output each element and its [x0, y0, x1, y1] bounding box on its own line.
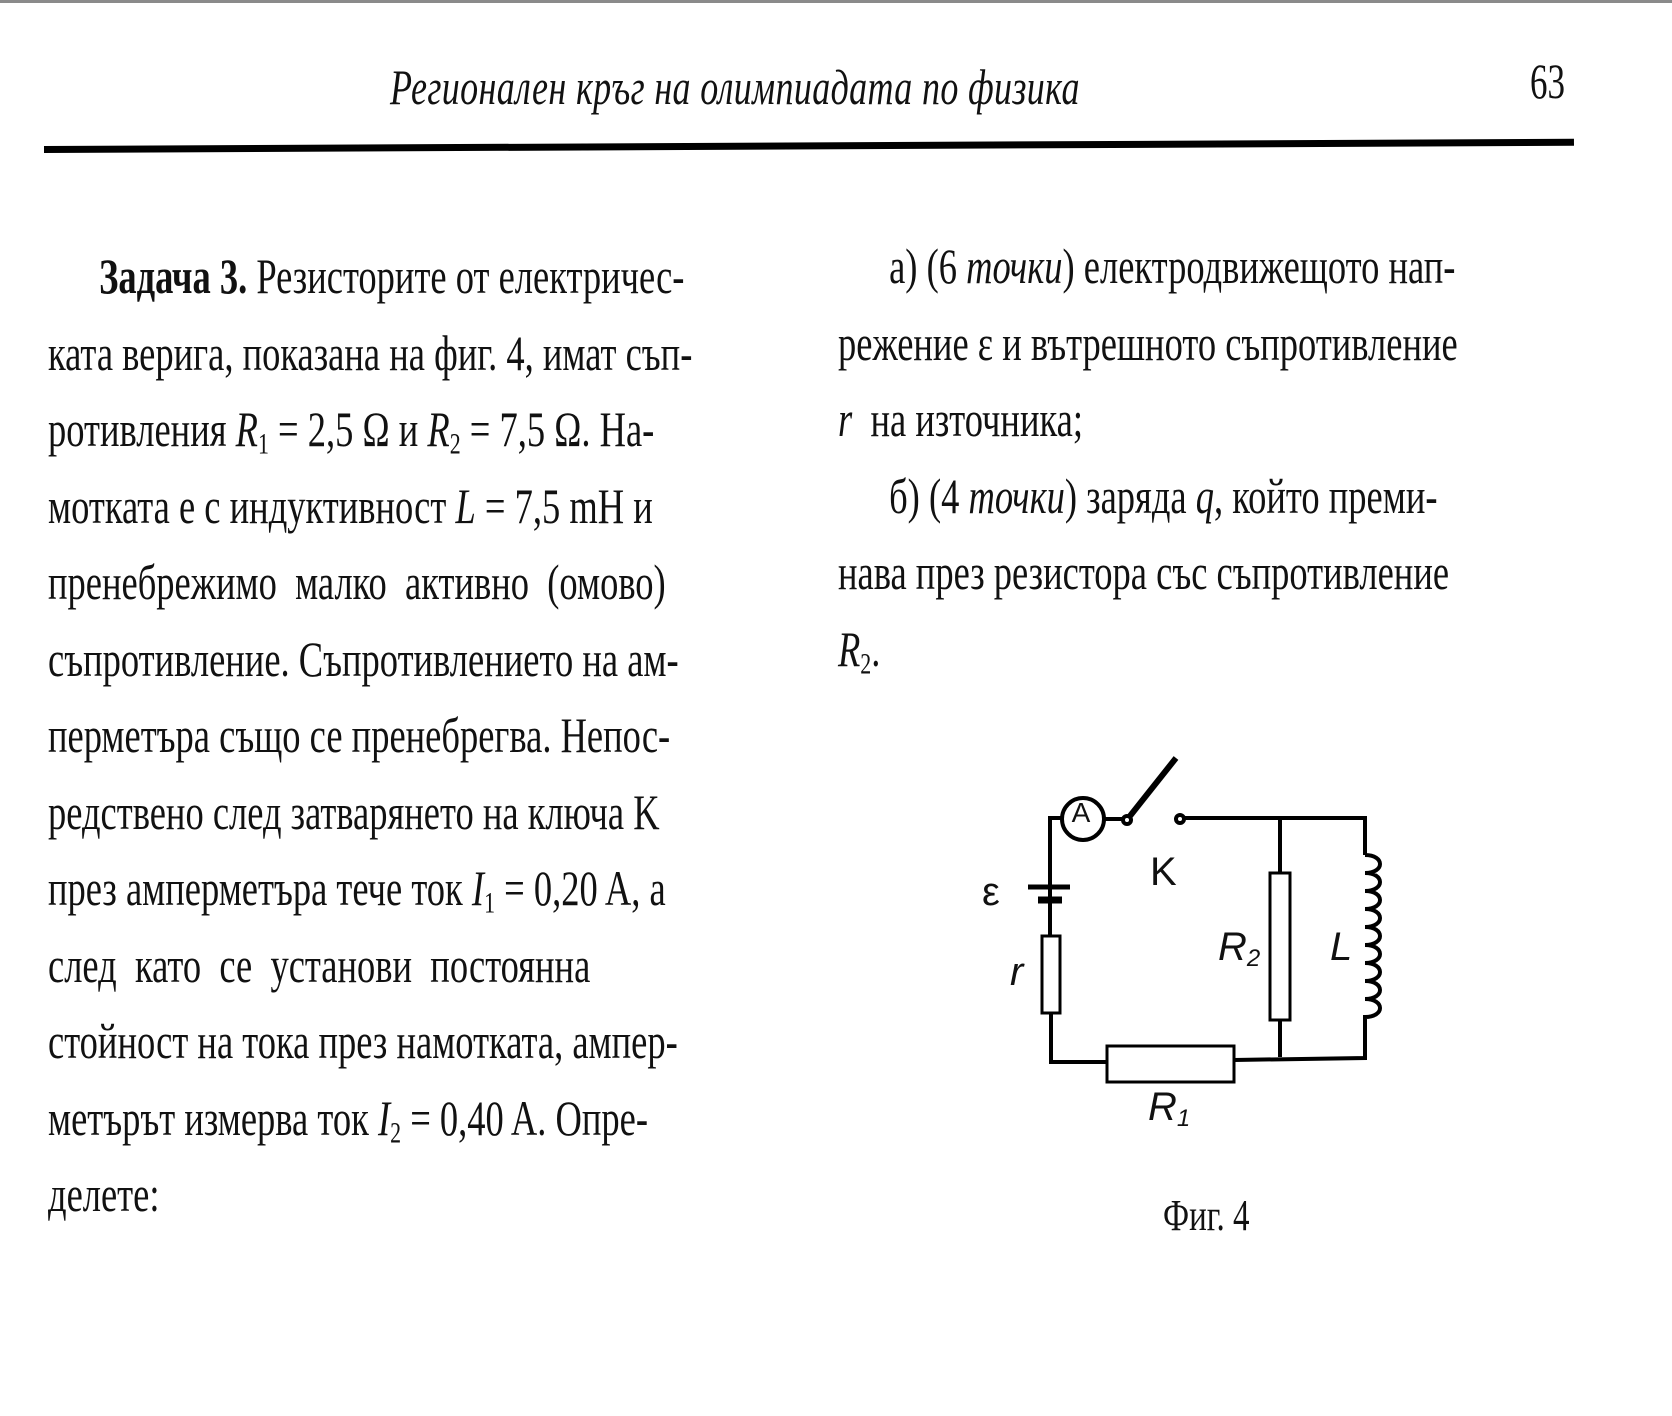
wire [1051, 1013, 1107, 1062]
part-a: а) (6 точки) електродвижещото нап- [889, 238, 1456, 294]
text-line: перметъра също се пренебрегва. Непос- [48, 707, 671, 763]
page-top-edge [0, 0, 1672, 3]
running-head: Регионален кръг на олимпиадата по физика [390, 59, 1080, 115]
text-line: r на източника; [838, 391, 1083, 447]
text-line: мотката е с индуктивност L = 7,5 mH и [48, 477, 653, 534]
text-line: метърът измерва ток $I_2 = 0,40$ A. Опре- [48, 1089, 649, 1149]
text-line: пренебрежимо малко активно (омово) [48, 554, 666, 610]
resistor-r1 [1107, 1046, 1234, 1082]
wire [1234, 1025, 1365, 1060]
figure-caption: Фиг. 4 [1163, 1191, 1250, 1240]
inductor-icon [1365, 855, 1380, 1025]
wire [1184, 818, 1365, 855]
switch-label: K [1150, 850, 1177, 894]
text-line: нава през резистора със съпротивление [838, 544, 1450, 600]
text-line: след като се установи постоянна [48, 936, 591, 993]
text-line: делете: [48, 1166, 160, 1222]
text-line: режение ε и вътрешното съпротивление [838, 314, 1458, 371]
text-line: ката верига, показана на фиг. 4, имат съп- [48, 324, 693, 381]
text-line: ротивления $R_1 = 2,5$ Ω и $R_2 = 7,5$ Ω. На- [48, 401, 655, 461]
page-number: 63 [1530, 53, 1565, 109]
inductor-label: L [1330, 925, 1353, 969]
problem-questions [838, 228, 1578, 687]
text-line: редствено след затварянето на ключа K [48, 783, 660, 840]
r1-label: $R_1$ [1148, 1085, 1191, 1132]
text-line: $R_2$. [838, 620, 881, 680]
switch-contact [1123, 816, 1131, 824]
switch-blade-icon [1130, 758, 1176, 816]
resistor-r [1042, 936, 1060, 1013]
text-line: стойност на тока през намотката, ампер- [48, 1013, 678, 1069]
text-line: Задача 3. Резисторите от електричес- [99, 248, 685, 304]
resistor-r2 [1270, 873, 1290, 1020]
emf-label: ε [982, 870, 1000, 914]
circuit-drawing [980, 740, 1420, 1180]
problem-statement [48, 238, 788, 1233]
r2-label: $R_2$ [1218, 925, 1261, 972]
part-b: б) (4 точки) заряда q, който преми- [889, 467, 1438, 524]
r-label: r [1010, 950, 1024, 994]
problem-title: Задача 3. [99, 248, 248, 304]
text-line: през амперметъра тече ток $I_1 = 0,20$ A, а [48, 860, 666, 920]
circuit-diagram [980, 740, 1420, 1180]
header-rule [44, 139, 1574, 153]
ammeter-label: A [1071, 797, 1091, 828]
text-line: съпротивление. Съпротивлението на ам- [48, 630, 679, 687]
